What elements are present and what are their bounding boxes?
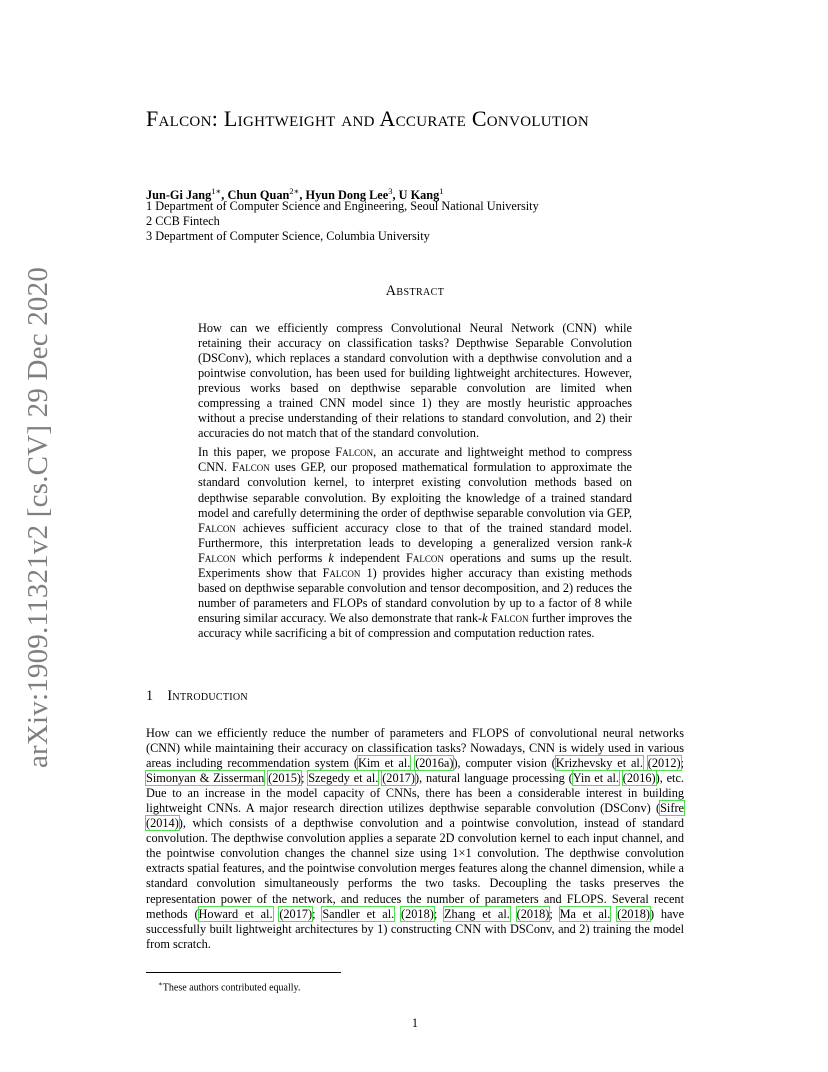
citation-year-link[interactable]: (2016) — [622, 771, 656, 786]
citation-link[interactable]: Howard et al. — [198, 906, 273, 921]
citation-year-link[interactable]: (2018) — [617, 906, 650, 921]
paper-title: Falcon: Lightweight and Accurate Convolution — [146, 106, 589, 131]
method-name: Falcon — [406, 550, 444, 565]
author-name: Hyun Dong Lee — [305, 188, 389, 203]
abstract-paragraph-1: How can we efficiently compress Convolutional Neural Network (CNN) while retaining their accuracy on classification tasks? Depthwise Separable Convolution (DSConv), which replaces a standard convolution with a depthwise convolution and a pointwise convolution, has been used for building lightweight architectures. However, previous works based on depthwise separable convolution are limited when compressing a trained CNN model since 1) they are mostly heuristic approaches without a precise understanding of their relations to standard convolution, and 2) their accuracies do not match that of the standard convolution. — [198, 321, 632, 441]
author-name: Chun Quan — [227, 188, 290, 203]
affiliation-line: 3 Department of Computer Science, Columbia University — [146, 229, 430, 243]
method-name: Falcon — [335, 445, 374, 460]
method-name: Falcon — [322, 565, 361, 580]
citation-year-link[interactable]: (2018) — [401, 906, 434, 921]
footnote-text: These authors contributed equally. — [162, 982, 301, 994]
abstract — [198, 321, 632, 645]
author-mark: 1 — [439, 186, 444, 196]
section-heading-introduction — [146, 688, 248, 705]
citation-year-link[interactable]: (2017) — [382, 771, 415, 786]
citation-year-link[interactable]: (2016a) — [415, 756, 454, 771]
citation-link[interactable]: Ma et al. — [559, 906, 611, 921]
method-name: Falcon — [231, 460, 270, 475]
arxiv-identifier-text: arXiv:1909.11321v2 [cs.CV] 29 Dec 2020 — [22, 266, 55, 769]
author-name: Jun-Gi Jang — [146, 188, 212, 203]
author-mark: 3 — [388, 186, 393, 196]
author-mark: 1∗ — [211, 186, 222, 196]
method-name: Falcon — [198, 520, 236, 535]
affiliation-line: 1 Department of Computer Science and Engineering, Seoul National University — [146, 199, 539, 213]
affiliation-line: 2 CCB Fintech — [146, 214, 220, 228]
abstract-paragraph-2: In this paper, we propose Falcon, an accurate and lightweight method to compress CNN. Falcon uses GEP, our proposed mathematical formulation to approximate the standard convolution kernel, to interpret existing convolution methods based on depthwise separable convolution. By exploiting the knowledge of a trained standard model and carefully determining the order of depthwise separable convolution via GEP, Falcon achieves sufficient accuracy close to that of the trained standard model. Furthermore, this interpretation leads to developing a generalized version rank-k Falcon which performs k independent Falcon operations and sums up the result. Experiments show that Falcon 1) provides higher accuracy than existing methods based on depthwise separable convolution and tensor decomposition, and 2) reduces the number of parameters and FLOPs of standard convolution by up to a factor of 8 while ensuring similar accuracy. We also demonstrate that rank-k Falcon further improves the accuracy while sacrificing a bit of compression and computation reduction rates. — [198, 445, 633, 640]
footnote — [158, 978, 300, 994]
footnote-rule — [146, 972, 341, 973]
citation-link[interactable]: Szegedy et al. — [308, 771, 379, 786]
citation-year-link[interactable]: (2018) — [516, 906, 550, 921]
citation-link[interactable]: Sandler et al. — [322, 906, 395, 921]
citation-year-link[interactable]: (2017) — [279, 906, 313, 921]
affiliations — [146, 199, 539, 244]
citation-link[interactable]: Kim et al. — [357, 756, 411, 771]
section-number: 1 — [146, 688, 154, 704]
method-name: Falcon — [198, 550, 236, 565]
abstract-heading: Abstract — [385, 283, 445, 299]
section-title: Introduction — [167, 688, 248, 704]
introduction-paragraph: How can we efficiently reduce the number of parameters and FLOPS of convolutional neural networks (CNN) while maintaining their accuracy on classification tasks? Nowadays, CNN is widely used in various areas including recommendation system (Kim et al. (2016a)), computer vision (Krizhevsky et al. (2012); Simonyan & Zisserman (2015); Szegedy et al. (2017)), natural language processing (Yin et al. (2016)), etc. Due to an increase in the model capacity of CNNs, there has been a considerable interest in building lightweight CNNs. A major research direction utilizes depthwise separable convolution (DSConv) (Sifre (2014)), which consists of a depthwise convolution and a pointwise convolution, instead of standard convolution. The depthwise convolution applies a separate 2D convolution kernel to each input channel, and the pointwise convolution changes the channel size using 1×1 convolution. The depthwise convolution extracts spatial features, and the pointwise convolution merges features along the channel dimension, while a standard convolution simultaneously performs the two tasks. Decoupling the tasks preserves the representation power of the network, and reduces the number of parameters and FLOPS. Several recent methods (Howard et al. (2017); Sandler et al. (2018); Zhang et al. (2018); Ma et al. (2018)) have successfully built lightweight architectures by 1) constructing CNN with DSConv, and 2) training the model from scratch. — [146, 726, 685, 951]
citation-year-link[interactable]: (2012) — [647, 756, 681, 771]
citation-link[interactable]: Zhang et al. — [444, 906, 510, 921]
author-name: U Kang — [398, 188, 440, 203]
citation-link[interactable]: Sifre — [660, 801, 684, 816]
citation-link[interactable]: Yin et al. — [572, 771, 619, 786]
footnote-mark: ∗ — [158, 980, 163, 988]
introduction-body — [146, 726, 684, 952]
page-number: 1 — [411, 1016, 419, 1030]
citation-year-link[interactable]: (2015) — [268, 771, 301, 786]
citation-link[interactable]: Simonyan & Zisserman — [146, 771, 265, 786]
author-list: Jun-Gi Jang$^{1∗}$, Chun Quan$^{2∗}$, Hyun Dong Lee$^3$, U Kang$^1$ — [146, 186, 444, 203]
citation-link[interactable]: Krizhevsky et al. — [555, 756, 643, 771]
citation-year-link[interactable]: (2014) — [146, 816, 179, 831]
author-mark: 2∗ — [289, 186, 300, 196]
arxiv-identifier — [22, 266, 56, 769]
method-name: Falcon — [490, 610, 529, 625]
